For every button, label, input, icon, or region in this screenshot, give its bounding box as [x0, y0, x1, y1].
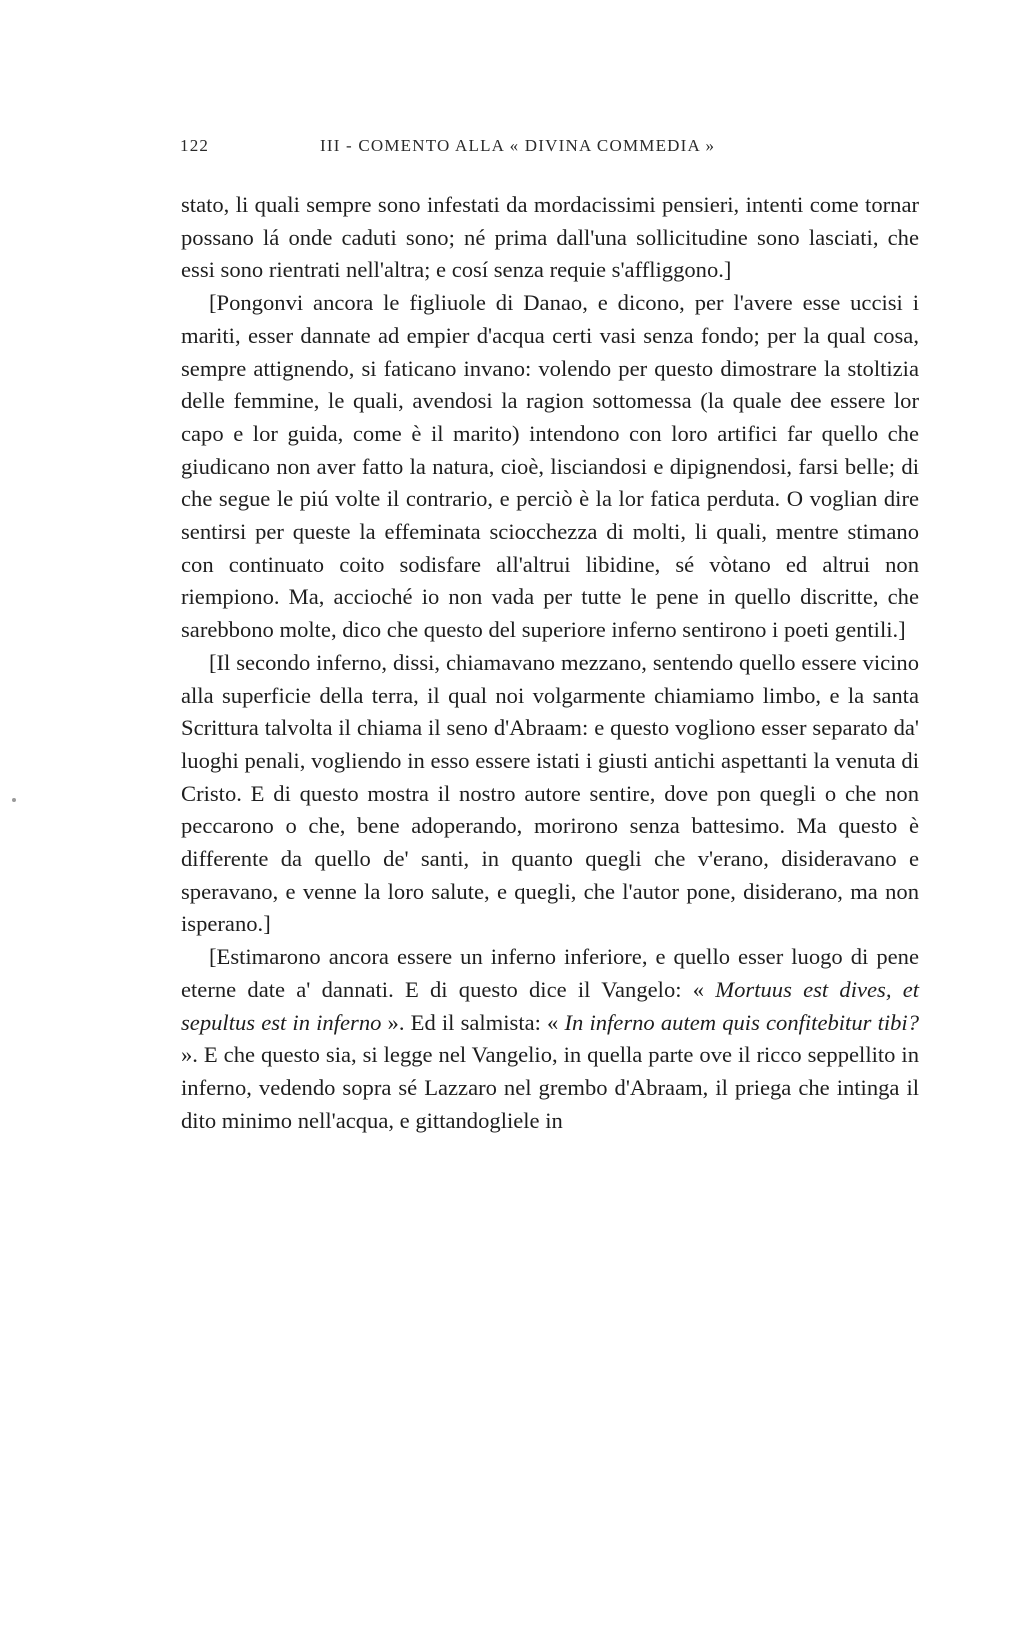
text-segment: [Estimarono ancora essere un inferno inferiore, e quello esser luogo di pene eterne date a' dannati. E di questo dice il Vangelo: « — [181, 944, 919, 1002]
scan-speck — [12, 798, 16, 802]
text-segment: ». Ed il salmista: « — [381, 1009, 565, 1035]
running-title: III - COMENTO ALLA « DIVINA COMMEDIA » — [320, 136, 716, 155]
latin-quote-psalm: In inferno autem quis confitebitur tibi? — [564, 1009, 919, 1035]
body-text — [181, 189, 919, 1137]
paragraph-inferno-inferiore — [181, 941, 919, 1137]
paragraph-secondo-inferno: [Il secondo inferno, dissi, chiamavano mezzano, sentendo quello essere vicino alla superficie della terra, il qual noi volgarmente chiamiamo limbo, e la santa Scrittura talvolta il chiama il seno d'Abraam: e questo vogliono esser separato da' luoghi penali, vogliendo in esso essere istati i giusti antichi aspettanti la venuta di Cristo. E di questo mostra il nostro autore sentire, dove pon quegli o che non peccarono o che, bene adoperando, morirono senza battesimo. Ma questo è differente da quello de' santi, in quanto quegli che v'erano, disideravano e speravano, e venne la loro salute, e quegli, che l'autor pone, disiderano, ma non isperano.] — [181, 649, 919, 937]
page-number: 122 — [180, 136, 210, 155]
text-segment: ». E che questo sia, si legge nel Vangelio, in quella parte ove il ricco seppellito in inferno, vedendo sopra sé Lazzaro nel grembo d'Abraam, il priega che intinga il dito minimo nell'acqua, e gittandogliele in — [181, 1042, 919, 1133]
latin-quote-gospel: Mortuus est dives, et sepultus est in inferno — [181, 976, 919, 1035]
running-head — [180, 136, 922, 160]
paragraph-continuation: stato, li quali sempre sono infestati da mordacissimi pensieri, intenti come tornar possano lá onde caduti sono; né prima dall'una sollicitudine sono lasciati, che essi sono rientrati nell'altra; e cosí senza requie s'affliggono.] — [181, 192, 919, 283]
paragraph-danao: [Pongonvi ancora le figliuole di Danao, e dicono, per l'avere esse uccisi i mariti, esser dannate ad empier d'acqua certi vasi senza fondo; per la qual cosa, sempre attignendo, si faticano invano: volendo per questo dimostrare la stoltizia delle femmine, le quali, avendosi la ragion sottomessa (la quale dee essere lor capo e lor guida, come è il marito) intendono con loro artifici far quello che giudicano non aver fatto la natura, cioè, lisciandosi e dipignendosi, farsi belle; di che segue le piú volte il contrario, e perciò è la lor fatica perduta. O voglian dire sentirsi per queste la effeminata sciocchezza di molti, li quali, mentre stimano con continuato coito sodisfare all'altrui libidine, sé vòtano ed altrui non riempiono. Ma, accioché io non vada per tutte le pene in quello discritte, che sarebbono molte, dico che questo del superiore inferno sentirono i poeti gentili.] — [181, 290, 919, 643]
